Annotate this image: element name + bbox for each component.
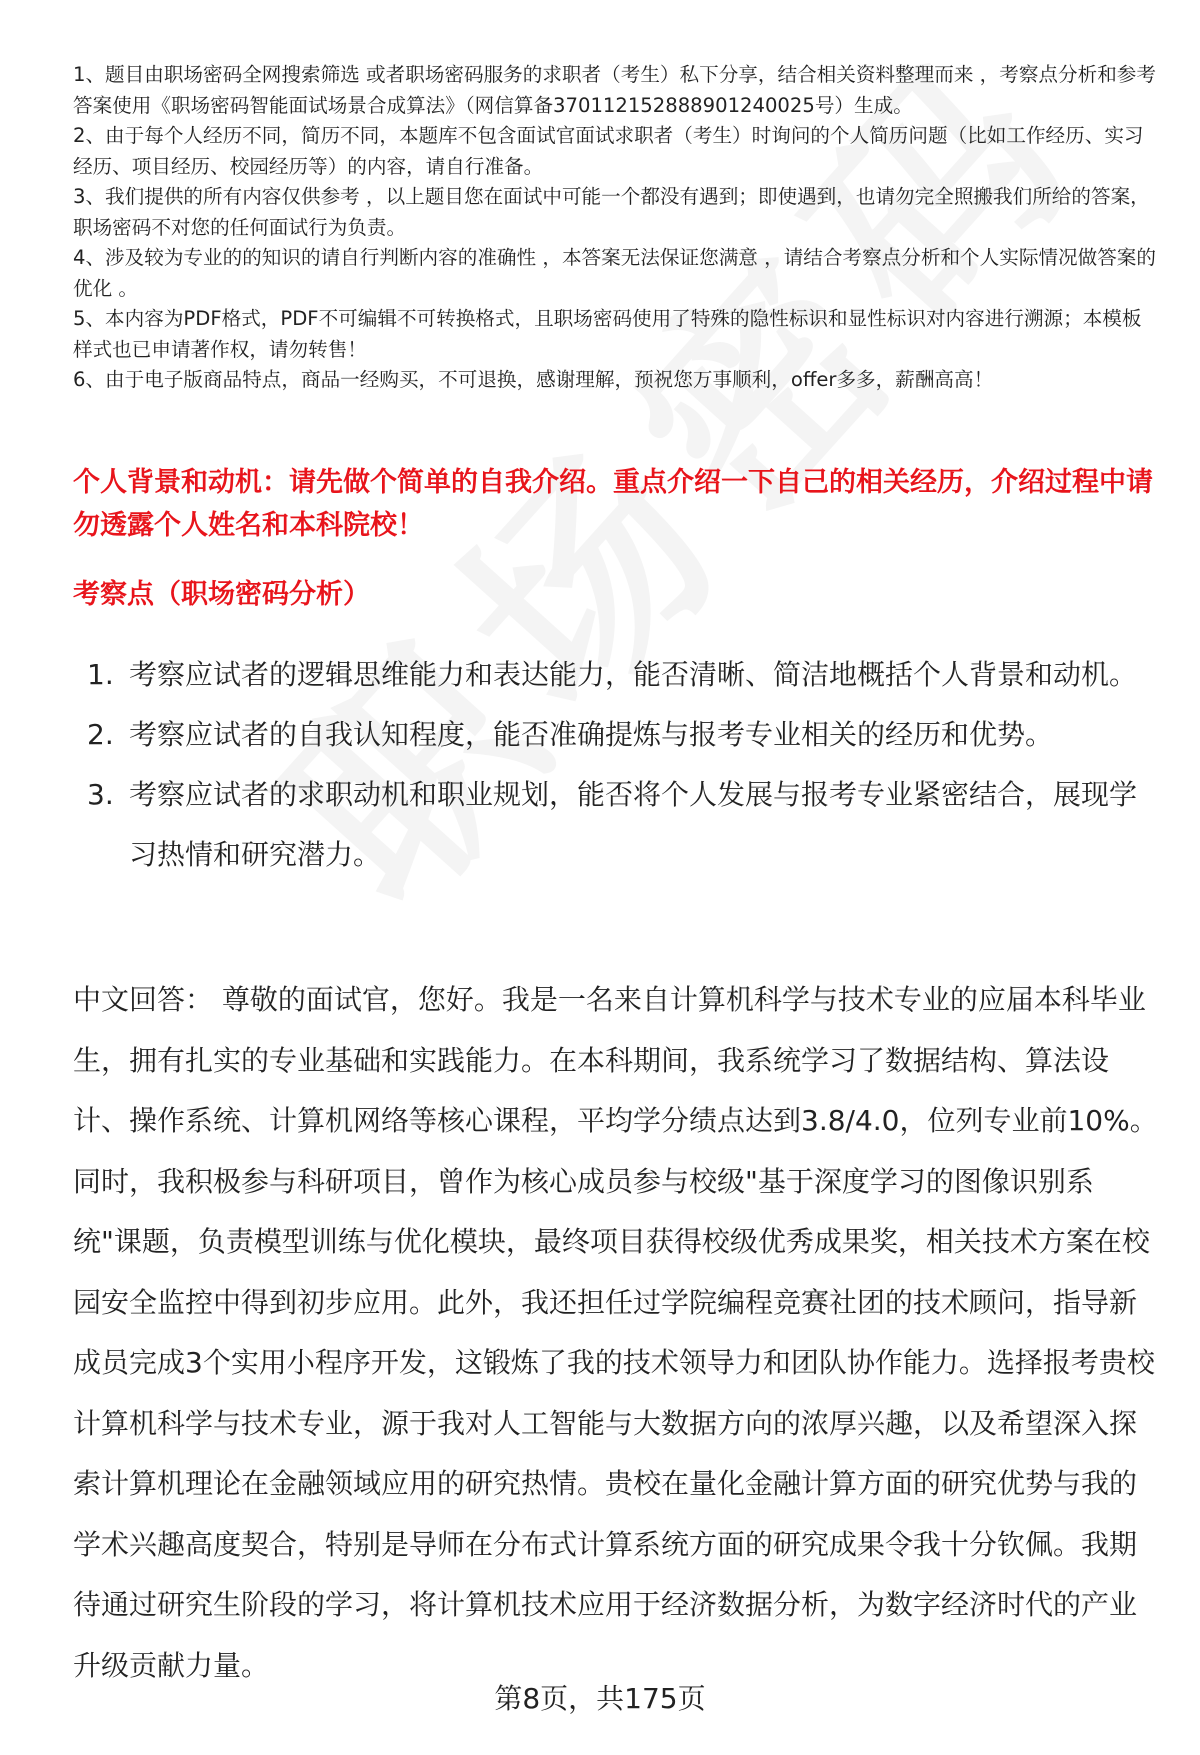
analysis-title: 考察点（职场密码分析） [73,579,370,610]
point-text: 考察应试者的求职动机和职业规划，能否将个人发展与报考专业紧密结合，展现学习热情和研究潜力。 [129,778,1138,871]
point-number: 3. [87,778,114,811]
disclaimer-item: 3、我们提供的所有内容仅供参考 ，以上题目您在面试中可能一个都没有遇到；即使遇到，也请勿完全照搬我们所给的答案，职场密码不对您的任何面试行为负责。 [73,185,1150,239]
disclaimer-item: 6、由于电子版商品特点，商品一经购买，不可退换，感谢理解，预祝您万事顺利，offer多多，薪酬高高！ [73,368,994,391]
disclaimer-block [73,60,1158,396]
disclaimer-item: 2、由于每个人经历不同，简历不同，本题库不包含面试官面试求职者（考生）时询问的个人简历问题（比如工作经历、实习经历、项目经历、校园经历等）的内容，请自行准备。 [73,124,1144,178]
answer-paragraph: 中文回答： 尊敬的面试官，您好。我是一名来自计算机科学与技术专业的应届本科毕业生，拥有扎实的专业基础和实践能力。在本科期间，我系统学习了数据结构、算法设计、操作系统、计算机网络等核心课程，平均学分绩点达到3.8/4.0，位列专业前10%。同时，我积极参与科研项目，曾作为核心成员参与校级"基于深度学习的图像识别系统"课题，负责模型训练与优化模块，最终项目获得校级优秀成果奖，相关技术方案在校园安全监控中得到初步应用。此外，我还担任过学院编程竞赛社团的技术顾问，指导新成员完成3个实用小程序开发，这锻炼了我的技术领导力和团队协作能力。选择报考贵校计算机科学与技术专业，源于我对人工智能与大数据方向的浓厚兴趣，以及希望深入探索计算机理论在金融领域应用的研究热情。贵校在量化金融计算方面的研究优势与我的学术兴趣高度契合，特别是导师在分布式计算系统方面的研究成果令我十分钦佩。我期待通过研究生阶段的学习，将计算机技术应用于经济数据分析，为数字经济时代的产业升级贡献力量。 [73,983,1158,1682]
point-text: 考察应试者的自我认知程度，能否准确提炼与报考专业相关的经历和优势。 [129,718,1054,751]
question-heading: 个人背景和动机：请先做个简单的自我介绍。重点介绍一下自己的相关经历，介绍过程中请勿透露个人姓名和本科院校！ [73,467,1153,541]
point-number: 1. [87,658,114,691]
disclaimer-item: 1、题目由职场密码全网搜索筛选 或者职场密码服务的求职者（考生）私下分享，结合相关资料整理而来 ，考察点分析和参考答案使用《职场密码智能面试场景合成算法》（网信算备370112152888901240025号）生成。 [73,63,1156,117]
page-number: 第8页，共175页 [494,1682,706,1715]
point-text: 考察应试者的逻辑思维能力和表达能力，能否清晰、简洁地概括个人背景和动机。 [129,658,1138,691]
disclaimer-item: 4、涉及较为专业的的知识的请自行判断内容的准确性 ，本答案无法保证您满意 ，请结合考察点分析和个人实际情况做答案的优化 。 [73,246,1156,300]
analysis-point [73,705,1158,765]
analysis-point [73,645,1158,705]
point-number: 2. [87,718,114,751]
analysis-point [73,765,1158,885]
analysis-points [73,645,1158,885]
disclaimer-item: 5、本内容为PDF格式，PDF不可编辑不可转换格式，且职场密码使用了特殊的隐性标识和显性标识对内容进行溯源；本模板样式也已申请著作权，请勿转售！ [73,307,1142,361]
